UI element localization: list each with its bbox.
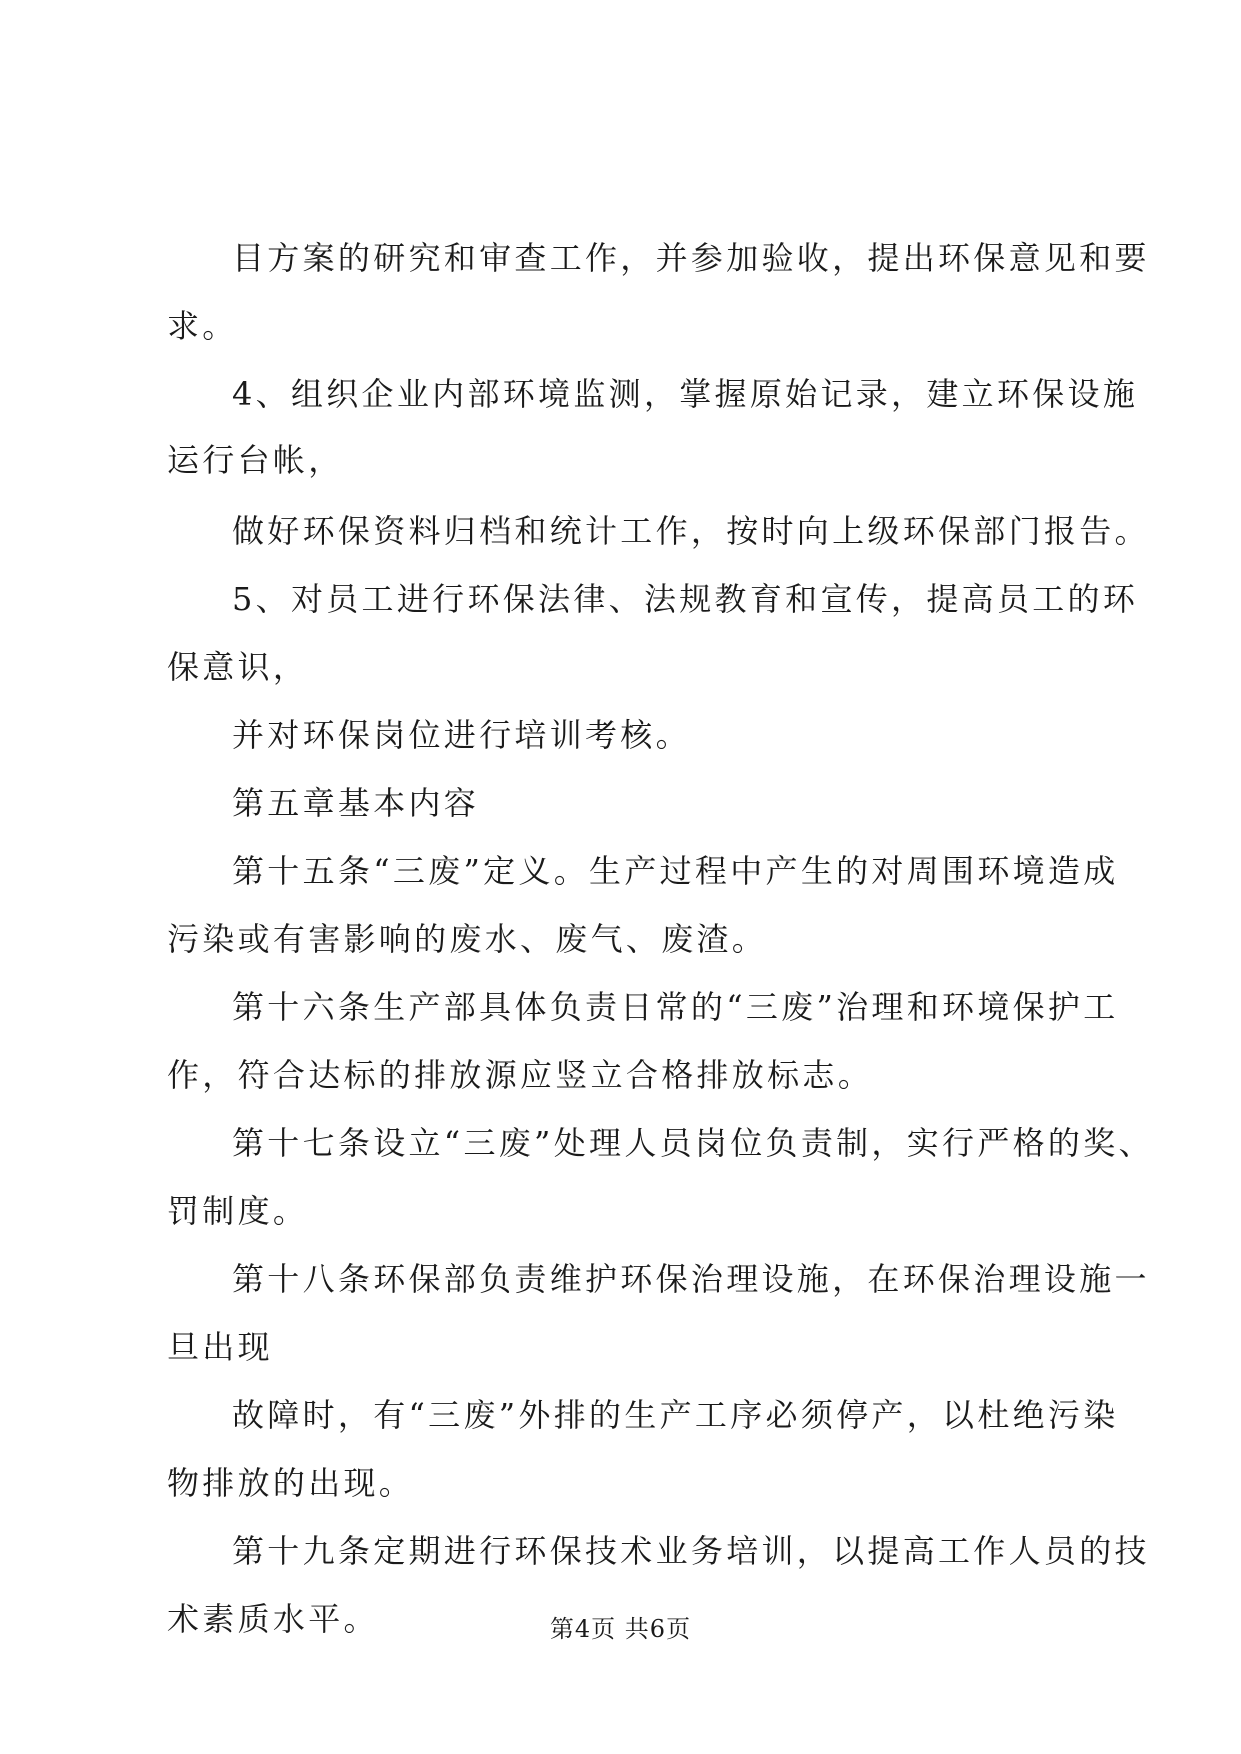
text-line: 罚制度。 [167,1192,309,1230]
page-number: 第4页 共6页 [549,1615,692,1643]
text-line: 作，符合达标的排放源应竖立合格排放标志。 [167,1056,874,1094]
text-line: 运行台帐， [167,441,344,479]
text-line: 故障时，有“三废”外排的生产工序必须停产，以杜绝污染 [232,1396,1119,1434]
text-line: 第十五条“三废”定义。生产过程中产生的对周围环境造成 [232,852,1119,890]
text-line: 污染或有害影响的废水、废气、废渣。 [167,920,768,958]
text-line: 4、组织企业内部环境监测，掌握原始记录，建立环保设施 [232,375,1139,413]
text-line: 第十八条环保部负责维护环保治理设施，在环保治理设施一 [232,1260,1150,1298]
text-line: 旦出现 [167,1328,273,1366]
text-line: 保意识， [167,648,309,686]
text-line: 第十七条设立“三废”处理人员岗位负责制，实行严格的奖、 [232,1124,1154,1162]
text-line: 5、对员工进行环保法律、法规教育和宣传，提高员工的环 [232,580,1139,618]
text-line: 并对环保岗位进行培训考核。 [232,716,691,754]
text-line: 第十九条定期进行环保技术业务培训，以提高工作人员的技 [232,1532,1150,1570]
chapter-heading: 第五章基本内容 [232,784,480,822]
text-line: 术素质水平。 [167,1600,379,1638]
text-line: 求。 [167,307,238,345]
text-line: 做好环保资料归档和统计工作，按时向上级环保部门报告。 [232,512,1150,550]
text-line: 第十六条生产部具体负责日常的“三废”治理和环境保护工 [232,988,1119,1026]
text-line: 目方案的研究和审查工作，并参加验收，提出环保意见和要 [232,239,1150,277]
text-line: 物排放的出现。 [167,1464,415,1502]
